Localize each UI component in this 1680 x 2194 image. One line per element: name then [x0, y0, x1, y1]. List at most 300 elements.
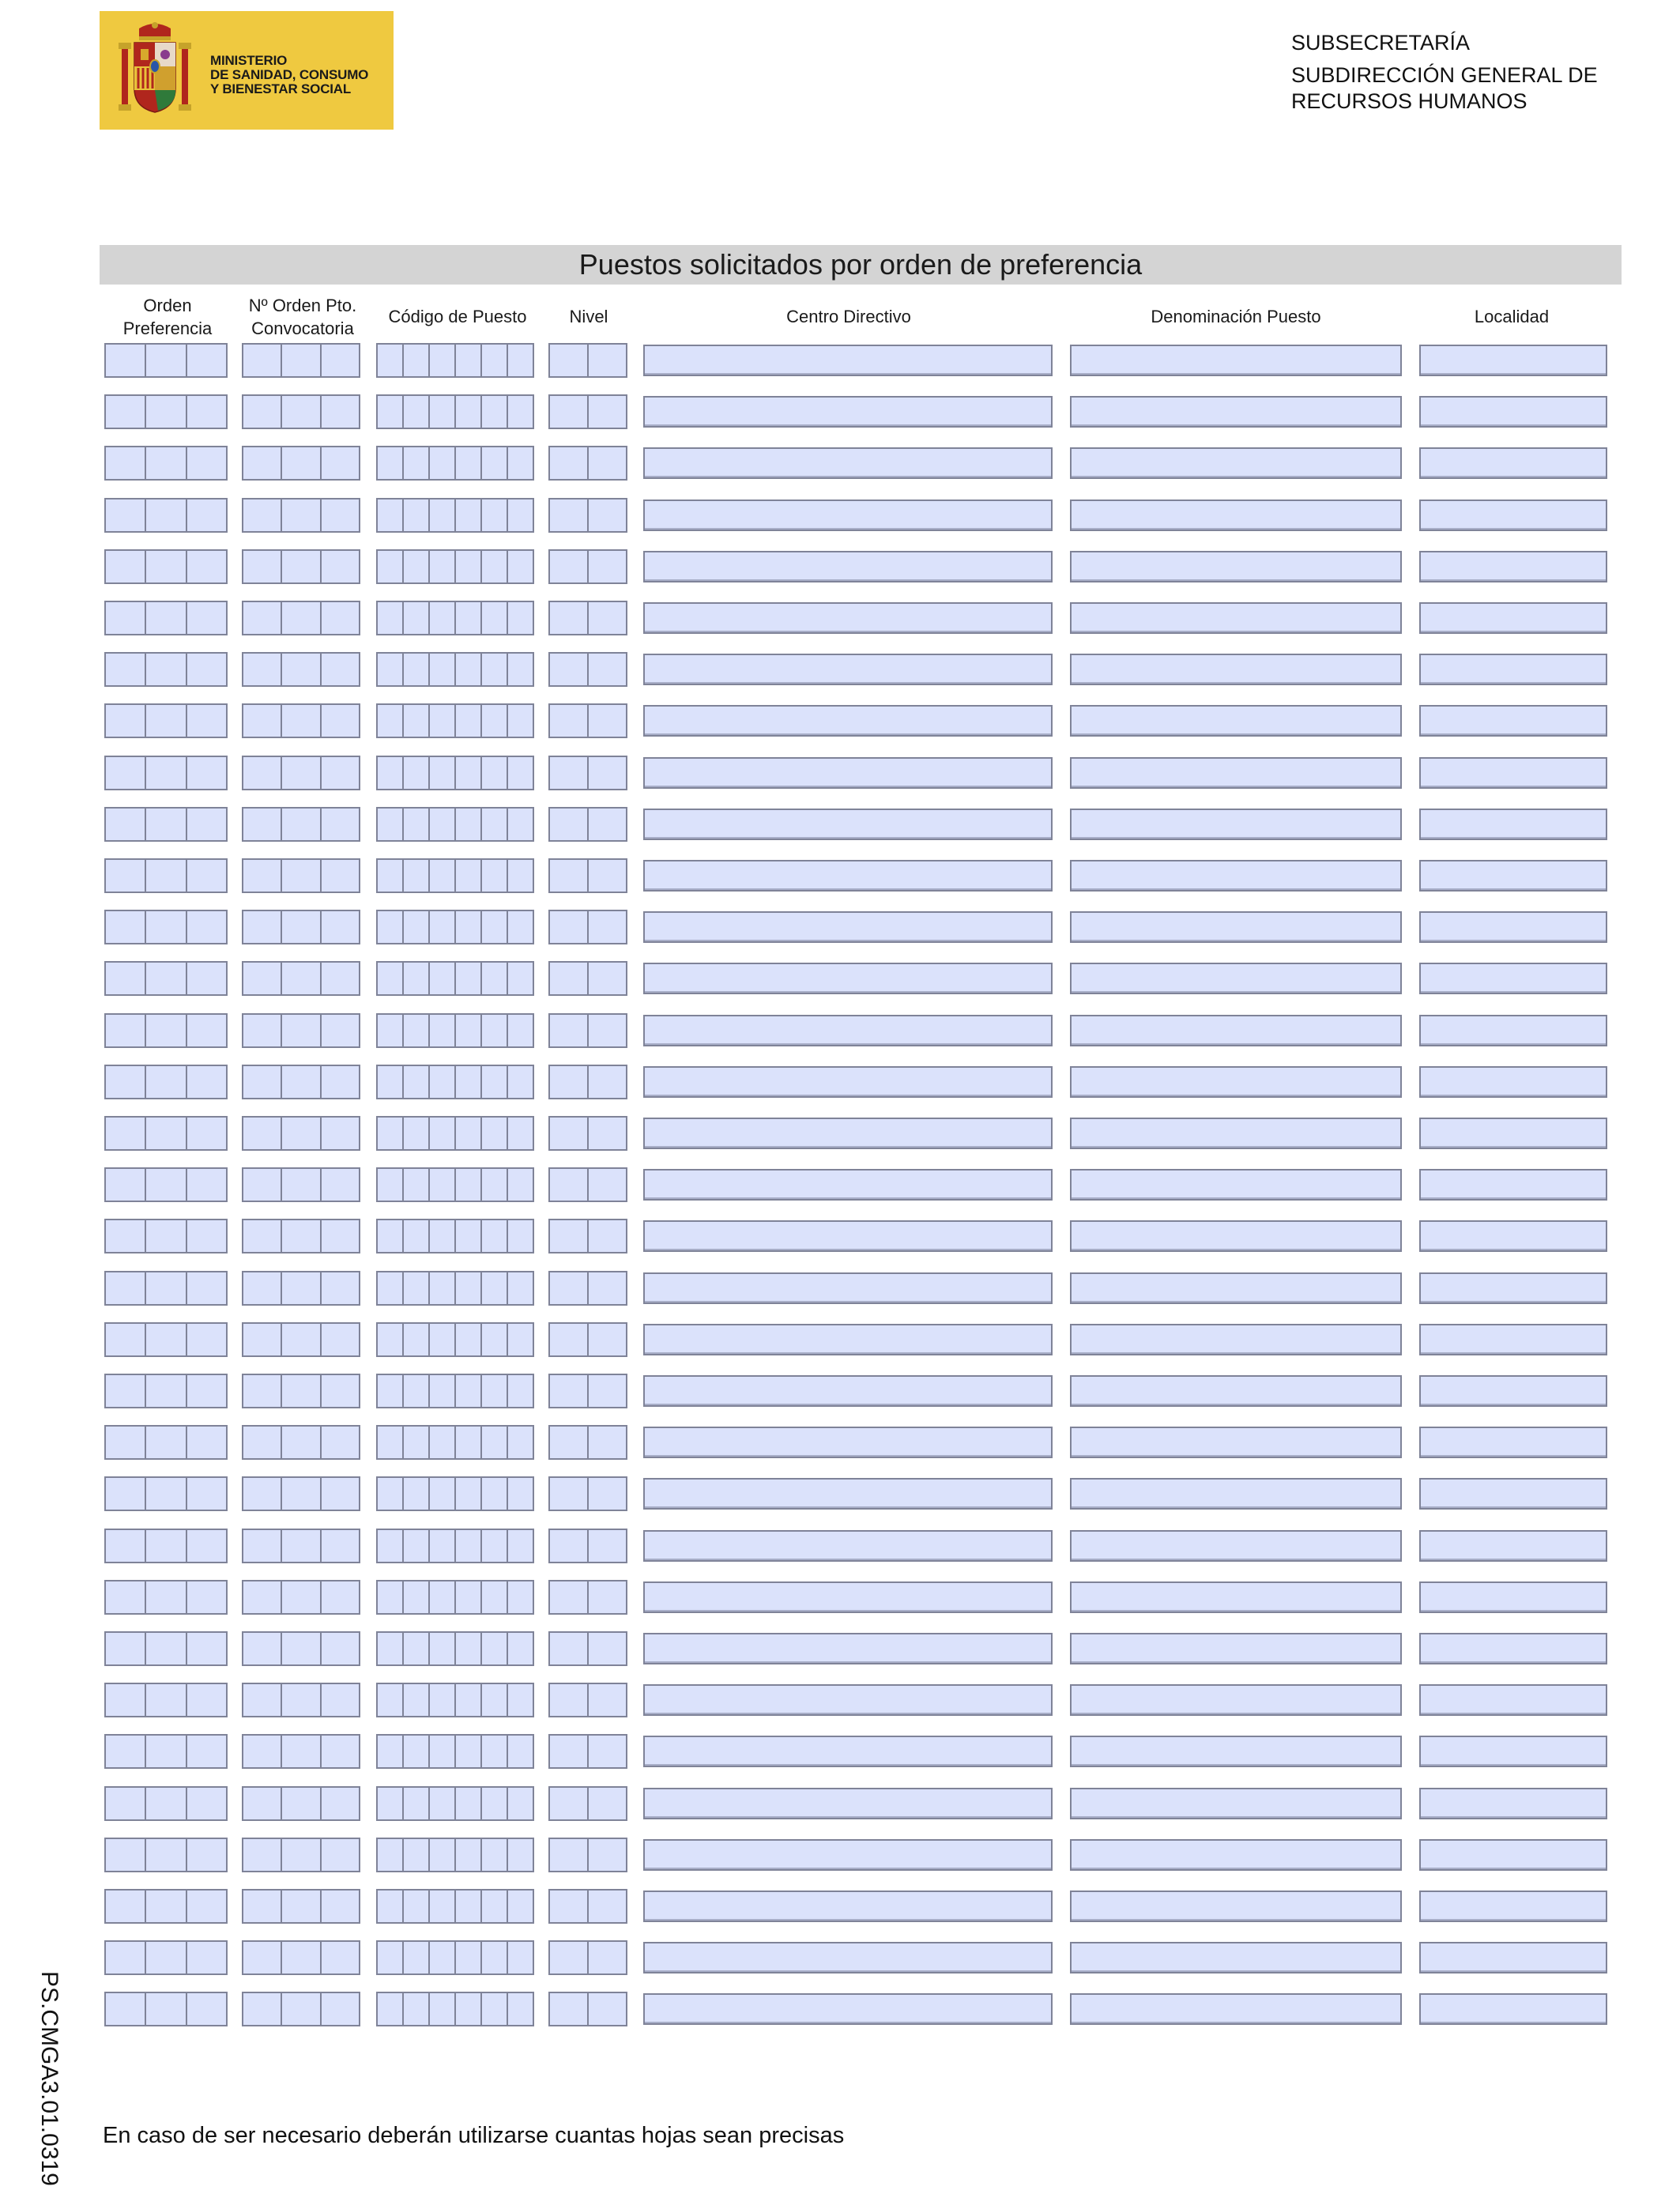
nivel-digit-box[interactable] — [550, 1633, 589, 1664]
n-orden-digit-box[interactable] — [243, 345, 282, 376]
codigo-puesto-digit-box[interactable] — [456, 1066, 482, 1098]
nivel-digit-box[interactable] — [550, 1684, 589, 1716]
n-orden-digit-box[interactable] — [243, 447, 282, 479]
n-orden-digit-box[interactable] — [322, 1839, 359, 1871]
codigo-puesto-digit-box[interactable] — [430, 447, 456, 479]
codigo-puesto-digit-box[interactable] — [378, 1684, 404, 1716]
orden-preferencia-digit-box[interactable] — [187, 654, 226, 685]
nivel-digit-box[interactable] — [550, 1736, 589, 1767]
n-orden-digit-box[interactable] — [322, 447, 359, 479]
localidad-field[interactable] — [1419, 499, 1607, 531]
codigo-puesto-digit-box[interactable] — [378, 447, 404, 479]
orden-preferencia-digit-box[interactable] — [106, 1272, 146, 1304]
codigo-puesto-digit-box[interactable] — [430, 757, 456, 789]
codigo-puesto-digit-box[interactable] — [508, 1736, 533, 1767]
orden-preferencia-digit-box[interactable] — [187, 345, 226, 376]
orden-preferencia-digit-box[interactable] — [146, 911, 186, 943]
codigo-puesto-digit-box[interactable] — [482, 1891, 508, 1922]
codigo-puesto-digit-box[interactable] — [378, 1015, 404, 1046]
centro-directivo-field[interactable] — [643, 1478, 1053, 1510]
orden-preferencia-digit-box[interactable] — [146, 499, 186, 531]
codigo-puesto-digit-box[interactable] — [378, 396, 404, 428]
orden-preferencia-digit-box[interactable] — [106, 860, 146, 892]
orden-preferencia-digit-box[interactable] — [187, 1993, 226, 2025]
localidad-field[interactable] — [1419, 1581, 1607, 1613]
centro-directivo-field[interactable] — [643, 757, 1053, 789]
denominacion-puesto-field[interactable] — [1070, 963, 1402, 994]
denominacion-puesto-field[interactable] — [1070, 809, 1402, 840]
orden-preferencia-digit-box[interactable] — [187, 1633, 226, 1664]
n-orden-digit-box[interactable] — [322, 1581, 359, 1613]
localidad-field[interactable] — [1419, 1839, 1607, 1871]
n-orden-digit-box[interactable] — [282, 447, 321, 479]
localidad-field[interactable] — [1419, 809, 1607, 840]
codigo-puesto-digit-box[interactable] — [482, 1839, 508, 1871]
n-orden-digit-box[interactable] — [243, 860, 282, 892]
codigo-puesto-digit-box[interactable] — [482, 499, 508, 531]
centro-directivo-field[interactable] — [643, 447, 1053, 479]
codigo-puesto-digit-box[interactable] — [404, 1633, 430, 1664]
nivel-digit-box[interactable] — [550, 705, 589, 737]
nivel-digit-box[interactable] — [589, 654, 626, 685]
denominacion-puesto-field[interactable] — [1070, 1478, 1402, 1510]
codigo-puesto-digit-box[interactable] — [430, 1581, 456, 1613]
nivel-digit-box[interactable] — [550, 809, 589, 840]
n-orden-digit-box[interactable] — [243, 1891, 282, 1922]
orden-preferencia-digit-box[interactable] — [106, 1066, 146, 1098]
codigo-puesto-digit-box[interactable] — [508, 1788, 533, 1819]
codigo-puesto-digit-box[interactable] — [378, 1066, 404, 1098]
localidad-field[interactable] — [1419, 1015, 1607, 1046]
nivel-digit-box[interactable] — [550, 654, 589, 685]
codigo-puesto-digit-box[interactable] — [508, 654, 533, 685]
n-orden-digit-box[interactable] — [243, 1788, 282, 1819]
nivel-digit-box[interactable] — [589, 860, 626, 892]
orden-preferencia-digit-box[interactable] — [146, 345, 186, 376]
codigo-puesto-digit-box[interactable] — [430, 1478, 456, 1510]
codigo-puesto-digit-box[interactable] — [404, 860, 430, 892]
codigo-puesto-digit-box[interactable] — [378, 1788, 404, 1819]
codigo-puesto-digit-box[interactable] — [404, 1839, 430, 1871]
n-orden-digit-box[interactable] — [243, 1736, 282, 1767]
codigo-puesto-digit-box[interactable] — [456, 705, 482, 737]
orden-preferencia-digit-box[interactable] — [146, 1581, 186, 1613]
denominacion-puesto-field[interactable] — [1070, 1839, 1402, 1871]
orden-preferencia-digit-box[interactable] — [187, 1891, 226, 1922]
orden-preferencia-digit-box[interactable] — [106, 551, 146, 582]
nivel-digit-box[interactable] — [589, 809, 626, 840]
nivel-digit-box[interactable] — [550, 1375, 589, 1407]
n-orden-digit-box[interactable] — [243, 1993, 282, 2025]
n-orden-digit-box[interactable] — [243, 1066, 282, 1098]
codigo-puesto-digit-box[interactable] — [482, 1581, 508, 1613]
orden-preferencia-digit-box[interactable] — [187, 1272, 226, 1304]
codigo-puesto-digit-box[interactable] — [508, 1891, 533, 1922]
denominacion-puesto-field[interactable] — [1070, 654, 1402, 685]
orden-preferencia-digit-box[interactable] — [187, 1684, 226, 1716]
codigo-puesto-digit-box[interactable] — [508, 1066, 533, 1098]
orden-preferencia-digit-box[interactable] — [106, 705, 146, 737]
orden-preferencia-digit-box[interactable] — [146, 654, 186, 685]
n-orden-digit-box[interactable] — [282, 551, 321, 582]
orden-preferencia-digit-box[interactable] — [106, 1375, 146, 1407]
orden-preferencia-digit-box[interactable] — [106, 1015, 146, 1046]
codigo-puesto-digit-box[interactable] — [378, 1633, 404, 1664]
n-orden-digit-box[interactable] — [243, 1530, 282, 1562]
codigo-puesto-digit-box[interactable] — [482, 396, 508, 428]
nivel-digit-box[interactable] — [589, 1581, 626, 1613]
codigo-puesto-digit-box[interactable] — [378, 1736, 404, 1767]
n-orden-digit-box[interactable] — [282, 1169, 321, 1201]
codigo-puesto-digit-box[interactable] — [508, 1272, 533, 1304]
orden-preferencia-digit-box[interactable] — [146, 705, 186, 737]
n-orden-digit-box[interactable] — [243, 396, 282, 428]
orden-preferencia-digit-box[interactable] — [106, 396, 146, 428]
centro-directivo-field[interactable] — [643, 1581, 1053, 1613]
denominacion-puesto-field[interactable] — [1070, 1272, 1402, 1304]
codigo-puesto-digit-box[interactable] — [430, 1220, 456, 1252]
n-orden-digit-box[interactable] — [243, 757, 282, 789]
codigo-puesto-digit-box[interactable] — [456, 1478, 482, 1510]
denominacion-puesto-field[interactable] — [1070, 1684, 1402, 1716]
orden-preferencia-digit-box[interactable] — [106, 963, 146, 994]
centro-directivo-field[interactable] — [643, 1427, 1053, 1458]
orden-preferencia-digit-box[interactable] — [187, 602, 226, 634]
codigo-puesto-digit-box[interactable] — [508, 1427, 533, 1458]
codigo-puesto-digit-box[interactable] — [456, 860, 482, 892]
codigo-puesto-digit-box[interactable] — [430, 345, 456, 376]
localidad-field[interactable] — [1419, 757, 1607, 789]
n-orden-digit-box[interactable] — [322, 757, 359, 789]
orden-preferencia-digit-box[interactable] — [187, 757, 226, 789]
codigo-puesto-digit-box[interactable] — [508, 1942, 533, 1973]
codigo-puesto-digit-box[interactable] — [508, 705, 533, 737]
orden-preferencia-digit-box[interactable] — [106, 1220, 146, 1252]
codigo-puesto-digit-box[interactable] — [508, 1530, 533, 1562]
codigo-puesto-digit-box[interactable] — [404, 1478, 430, 1510]
codigo-puesto-digit-box[interactable] — [482, 1015, 508, 1046]
localidad-field[interactable] — [1419, 963, 1607, 994]
codigo-puesto-digit-box[interactable] — [404, 1788, 430, 1819]
n-orden-digit-box[interactable] — [282, 654, 321, 685]
n-orden-digit-box[interactable] — [322, 1118, 359, 1149]
centro-directivo-field[interactable] — [643, 705, 1053, 737]
nivel-digit-box[interactable] — [589, 1942, 626, 1973]
codigo-puesto-digit-box[interactable] — [508, 1324, 533, 1355]
codigo-puesto-digit-box[interactable] — [508, 551, 533, 582]
codigo-puesto-digit-box[interactable] — [378, 1427, 404, 1458]
nivel-digit-box[interactable] — [550, 1220, 589, 1252]
codigo-puesto-digit-box[interactable] — [456, 1891, 482, 1922]
codigo-puesto-digit-box[interactable] — [482, 1788, 508, 1819]
codigo-puesto-digit-box[interactable] — [482, 602, 508, 634]
codigo-puesto-digit-box[interactable] — [482, 911, 508, 943]
codigo-puesto-digit-box[interactable] — [482, 809, 508, 840]
orden-preferencia-digit-box[interactable] — [187, 447, 226, 479]
orden-preferencia-digit-box[interactable] — [146, 1324, 186, 1355]
orden-preferencia-digit-box[interactable] — [146, 1118, 186, 1149]
codigo-puesto-digit-box[interactable] — [508, 1015, 533, 1046]
codigo-puesto-digit-box[interactable] — [456, 551, 482, 582]
orden-preferencia-digit-box[interactable] — [106, 1736, 146, 1767]
codigo-puesto-digit-box[interactable] — [378, 499, 404, 531]
codigo-puesto-digit-box[interactable] — [404, 499, 430, 531]
codigo-puesto-digit-box[interactable] — [456, 447, 482, 479]
codigo-puesto-digit-box[interactable] — [482, 1324, 508, 1355]
n-orden-digit-box[interactable] — [322, 1066, 359, 1098]
codigo-puesto-digit-box[interactable] — [430, 396, 456, 428]
orden-preferencia-digit-box[interactable] — [146, 1220, 186, 1252]
codigo-puesto-digit-box[interactable] — [456, 1633, 482, 1664]
orden-preferencia-digit-box[interactable] — [146, 1066, 186, 1098]
orden-preferencia-digit-box[interactable] — [187, 396, 226, 428]
codigo-puesto-digit-box[interactable] — [456, 757, 482, 789]
codigo-puesto-digit-box[interactable] — [508, 963, 533, 994]
orden-preferencia-digit-box[interactable] — [187, 1169, 226, 1201]
nivel-digit-box[interactable] — [550, 345, 589, 376]
n-orden-digit-box[interactable] — [322, 705, 359, 737]
localidad-field[interactable] — [1419, 602, 1607, 634]
codigo-puesto-digit-box[interactable] — [508, 1993, 533, 2025]
centro-directivo-field[interactable] — [643, 1993, 1053, 2025]
centro-directivo-field[interactable] — [643, 1891, 1053, 1922]
centro-directivo-field[interactable] — [643, 499, 1053, 531]
localidad-field[interactable] — [1419, 396, 1607, 428]
codigo-puesto-digit-box[interactable] — [456, 1684, 482, 1716]
nivel-digit-box[interactable] — [550, 1530, 589, 1562]
codigo-puesto-digit-box[interactable] — [430, 911, 456, 943]
codigo-puesto-digit-box[interactable] — [378, 757, 404, 789]
nivel-digit-box[interactable] — [589, 396, 626, 428]
orden-preferencia-digit-box[interactable] — [146, 447, 186, 479]
codigo-puesto-digit-box[interactable] — [378, 809, 404, 840]
codigo-puesto-digit-box[interactable] — [482, 1118, 508, 1149]
codigo-puesto-digit-box[interactable] — [404, 1066, 430, 1098]
orden-preferencia-digit-box[interactable] — [146, 809, 186, 840]
orden-preferencia-digit-box[interactable] — [106, 345, 146, 376]
centro-directivo-field[interactable] — [643, 1942, 1053, 1973]
centro-directivo-field[interactable] — [643, 911, 1053, 943]
nivel-digit-box[interactable] — [550, 1891, 589, 1922]
codigo-puesto-digit-box[interactable] — [430, 602, 456, 634]
nivel-digit-box[interactable] — [550, 551, 589, 582]
codigo-puesto-digit-box[interactable] — [508, 1839, 533, 1871]
denominacion-puesto-field[interactable] — [1070, 1993, 1402, 2025]
n-orden-digit-box[interactable] — [322, 1788, 359, 1819]
orden-preferencia-digit-box[interactable] — [146, 1633, 186, 1664]
n-orden-digit-box[interactable] — [322, 1324, 359, 1355]
codigo-puesto-digit-box[interactable] — [404, 1581, 430, 1613]
codigo-puesto-digit-box[interactable] — [404, 963, 430, 994]
orden-preferencia-digit-box[interactable] — [187, 1427, 226, 1458]
orden-preferencia-digit-box[interactable] — [146, 1530, 186, 1562]
codigo-puesto-digit-box[interactable] — [378, 705, 404, 737]
nivel-digit-box[interactable] — [589, 1633, 626, 1664]
nivel-digit-box[interactable] — [589, 499, 626, 531]
n-orden-digit-box[interactable] — [282, 860, 321, 892]
n-orden-digit-box[interactable] — [282, 1993, 321, 2025]
codigo-puesto-digit-box[interactable] — [378, 1993, 404, 2025]
centro-directivo-field[interactable] — [643, 1788, 1053, 1819]
centro-directivo-field[interactable] — [643, 963, 1053, 994]
orden-preferencia-digit-box[interactable] — [146, 1169, 186, 1201]
n-orden-digit-box[interactable] — [243, 1272, 282, 1304]
localidad-field[interactable] — [1419, 1324, 1607, 1355]
n-orden-digit-box[interactable] — [282, 1375, 321, 1407]
n-orden-digit-box[interactable] — [243, 499, 282, 531]
nivel-digit-box[interactable] — [589, 602, 626, 634]
n-orden-digit-box[interactable] — [322, 654, 359, 685]
codigo-puesto-digit-box[interactable] — [508, 345, 533, 376]
localidad-field[interactable] — [1419, 911, 1607, 943]
codigo-puesto-digit-box[interactable] — [378, 1324, 404, 1355]
orden-preferencia-digit-box[interactable] — [146, 1942, 186, 1973]
n-orden-digit-box[interactable] — [243, 1015, 282, 1046]
n-orden-digit-box[interactable] — [282, 602, 321, 634]
codigo-puesto-digit-box[interactable] — [430, 1942, 456, 1973]
codigo-puesto-digit-box[interactable] — [482, 963, 508, 994]
orden-preferencia-digit-box[interactable] — [106, 1839, 146, 1871]
n-orden-digit-box[interactable] — [243, 602, 282, 634]
centro-directivo-field[interactable] — [643, 860, 1053, 892]
codigo-puesto-digit-box[interactable] — [456, 1427, 482, 1458]
codigo-puesto-digit-box[interactable] — [456, 654, 482, 685]
codigo-puesto-digit-box[interactable] — [482, 447, 508, 479]
codigo-puesto-digit-box[interactable] — [404, 1736, 430, 1767]
nivel-digit-box[interactable] — [589, 345, 626, 376]
orden-preferencia-digit-box[interactable] — [146, 1993, 186, 2025]
orden-preferencia-digit-box[interactable] — [106, 1581, 146, 1613]
codigo-puesto-digit-box[interactable] — [404, 1375, 430, 1407]
codigo-puesto-digit-box[interactable] — [404, 1530, 430, 1562]
localidad-field[interactable] — [1419, 1169, 1607, 1201]
n-orden-digit-box[interactable] — [322, 345, 359, 376]
codigo-puesto-digit-box[interactable] — [508, 1684, 533, 1716]
codigo-puesto-digit-box[interactable] — [430, 1427, 456, 1458]
codigo-puesto-digit-box[interactable] — [482, 1736, 508, 1767]
codigo-puesto-digit-box[interactable] — [456, 1220, 482, 1252]
n-orden-digit-box[interactable] — [282, 1066, 321, 1098]
codigo-puesto-digit-box[interactable] — [430, 1788, 456, 1819]
codigo-puesto-digit-box[interactable] — [404, 396, 430, 428]
n-orden-digit-box[interactable] — [322, 1942, 359, 1973]
orden-preferencia-digit-box[interactable] — [146, 551, 186, 582]
orden-preferencia-digit-box[interactable] — [187, 963, 226, 994]
codigo-puesto-digit-box[interactable] — [456, 1788, 482, 1819]
localidad-field[interactable] — [1419, 654, 1607, 685]
orden-preferencia-digit-box[interactable] — [187, 1736, 226, 1767]
codigo-puesto-digit-box[interactable] — [456, 602, 482, 634]
denominacion-puesto-field[interactable] — [1070, 1427, 1402, 1458]
nivel-digit-box[interactable] — [550, 1169, 589, 1201]
nivel-digit-box[interactable] — [550, 1118, 589, 1149]
codigo-puesto-digit-box[interactable] — [404, 602, 430, 634]
n-orden-digit-box[interactable] — [243, 1581, 282, 1613]
codigo-puesto-digit-box[interactable] — [404, 911, 430, 943]
n-orden-digit-box[interactable] — [282, 1633, 321, 1664]
orden-preferencia-digit-box[interactable] — [146, 860, 186, 892]
orden-preferencia-digit-box[interactable] — [187, 1839, 226, 1871]
n-orden-digit-box[interactable] — [282, 396, 321, 428]
orden-preferencia-digit-box[interactable] — [106, 1788, 146, 1819]
denominacion-puesto-field[interactable] — [1070, 396, 1402, 428]
denominacion-puesto-field[interactable] — [1070, 447, 1402, 479]
codigo-puesto-digit-box[interactable] — [508, 1478, 533, 1510]
n-orden-digit-box[interactable] — [243, 1169, 282, 1201]
codigo-puesto-digit-box[interactable] — [378, 1478, 404, 1510]
denominacion-puesto-field[interactable] — [1070, 1736, 1402, 1767]
nivel-digit-box[interactable] — [589, 1015, 626, 1046]
codigo-puesto-digit-box[interactable] — [456, 1169, 482, 1201]
codigo-puesto-digit-box[interactable] — [456, 1324, 482, 1355]
n-orden-digit-box[interactable] — [322, 1530, 359, 1562]
n-orden-digit-box[interactable] — [243, 1324, 282, 1355]
n-orden-digit-box[interactable] — [282, 809, 321, 840]
centro-directivo-field[interactable] — [643, 654, 1053, 685]
denominacion-puesto-field[interactable] — [1070, 1581, 1402, 1613]
n-orden-digit-box[interactable] — [282, 1942, 321, 1973]
n-orden-digit-box[interactable] — [322, 860, 359, 892]
codigo-puesto-digit-box[interactable] — [404, 1272, 430, 1304]
nivel-digit-box[interactable] — [589, 447, 626, 479]
orden-preferencia-digit-box[interactable] — [106, 1118, 146, 1149]
nivel-digit-box[interactable] — [589, 1220, 626, 1252]
localidad-field[interactable] — [1419, 1478, 1607, 1510]
n-orden-digit-box[interactable] — [282, 757, 321, 789]
codigo-puesto-digit-box[interactable] — [430, 1272, 456, 1304]
centro-directivo-field[interactable] — [643, 809, 1053, 840]
codigo-puesto-digit-box[interactable] — [482, 551, 508, 582]
codigo-puesto-digit-box[interactable] — [378, 963, 404, 994]
codigo-puesto-digit-box[interactable] — [456, 396, 482, 428]
codigo-puesto-digit-box[interactable] — [430, 1375, 456, 1407]
codigo-puesto-digit-box[interactable] — [430, 551, 456, 582]
codigo-puesto-digit-box[interactable] — [404, 809, 430, 840]
orden-preferencia-digit-box[interactable] — [187, 1478, 226, 1510]
nivel-digit-box[interactable] — [589, 1169, 626, 1201]
denominacion-puesto-field[interactable] — [1070, 551, 1402, 582]
localidad-field[interactable] — [1419, 1118, 1607, 1149]
codigo-puesto-digit-box[interactable] — [456, 963, 482, 994]
denominacion-puesto-field[interactable] — [1070, 860, 1402, 892]
codigo-puesto-digit-box[interactable] — [404, 654, 430, 685]
n-orden-digit-box[interactable] — [282, 1530, 321, 1562]
denominacion-puesto-field[interactable] — [1070, 1788, 1402, 1819]
codigo-puesto-digit-box[interactable] — [508, 447, 533, 479]
orden-preferencia-digit-box[interactable] — [106, 1530, 146, 1562]
nivel-digit-box[interactable] — [550, 1427, 589, 1458]
nivel-digit-box[interactable] — [589, 1530, 626, 1562]
codigo-puesto-digit-box[interactable] — [482, 1478, 508, 1510]
codigo-puesto-digit-box[interactable] — [430, 1169, 456, 1201]
nivel-digit-box[interactable] — [589, 1788, 626, 1819]
denominacion-puesto-field[interactable] — [1070, 1169, 1402, 1201]
codigo-puesto-digit-box[interactable] — [430, 1324, 456, 1355]
denominacion-puesto-field[interactable] — [1070, 911, 1402, 943]
codigo-puesto-digit-box[interactable] — [430, 1736, 456, 1767]
codigo-puesto-digit-box[interactable] — [482, 1220, 508, 1252]
n-orden-digit-box[interactable] — [243, 1633, 282, 1664]
orden-preferencia-digit-box[interactable] — [146, 602, 186, 634]
nivel-digit-box[interactable] — [550, 1839, 589, 1871]
n-orden-digit-box[interactable] — [322, 1736, 359, 1767]
localidad-field[interactable] — [1419, 345, 1607, 376]
n-orden-digit-box[interactable] — [322, 1169, 359, 1201]
orden-preferencia-digit-box[interactable] — [106, 499, 146, 531]
codigo-puesto-digit-box[interactable] — [508, 911, 533, 943]
nivel-digit-box[interactable] — [550, 911, 589, 943]
centro-directivo-field[interactable] — [643, 345, 1053, 376]
